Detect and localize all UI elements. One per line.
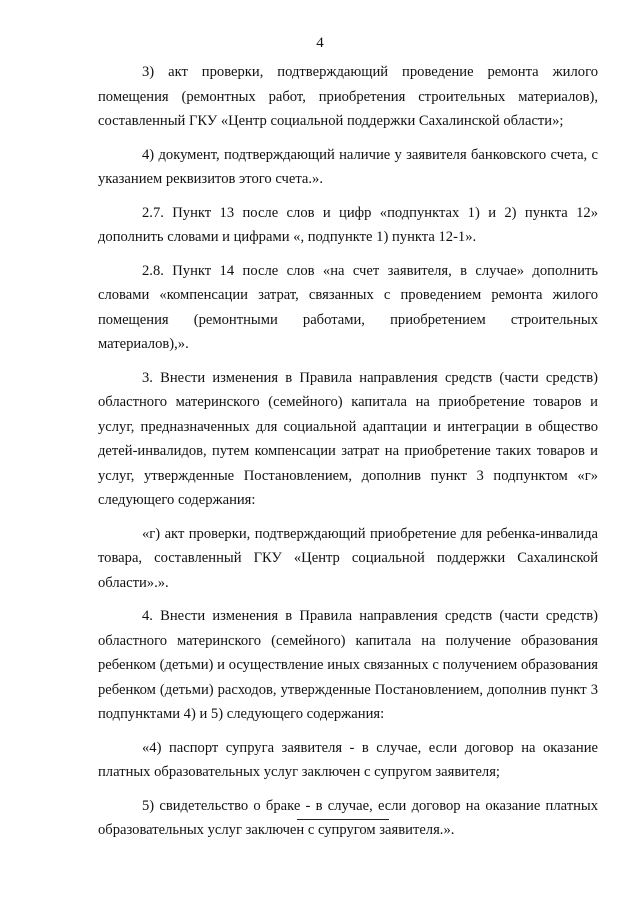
paragraph-2-7: 2.7. Пункт 13 после слов и цифр «подпунктах 1) и 2) пункта 12» дополнить словами и цифрами «, подпункте 1) пункта 12-1». [98, 204, 598, 245]
paragraph-subitem-5: 5) свидетельство о браке - в случае, если договор на оказание платных образовательных услуг заключен с супругом заявителя.». [98, 797, 598, 838]
paragraph-2-8: 2.8. Пункт 14 после слов «на счет заявителя, в случае» дополнить словами «компенсации затрат, связанных с проведением ремонта жилого помещения (ремонтными работами, приобретением строительных материалов),». [98, 262, 598, 352]
document-body [98, 60, 598, 843]
paragraph-section-4: 4. Внести изменения в Правила направления средств (части средств) областного материнского (семейного) капитала на получение образования ребенком (детьми) и осуществление иных связанных с получением образования ребенком (детьми) расходов, утвержденные Постановлением, дополнив пункт 3 подпунктами 4) и 5) следующего содержания: [98, 608, 598, 722]
paragraph-section-3: 3. Внести изменения в Правила направления средств (части средств) областного материнского (семейного) капитала на приобретение товаров и услуг, предназначенных для социальной адаптации и интеграции в общество детей-инвалидов, путем компенсации затрат на приобретение таких товаров и услуг, утвержденные Постановлением, дополнив пункт 3 подпунктом «г» следующего содержания: [98, 369, 598, 508]
end-of-text-rule [297, 819, 389, 820]
page-number: 4 [316, 35, 324, 51]
paragraph-subitem-4: «4) паспорт супруга заявителя - в случае, если договор на оказание платных образовательных услуг заключен с супругом заявителя; [98, 739, 598, 780]
paragraph-item-4: 4) документ, подтверждающий наличие у заявителя банковского счета, с указанием реквизитов этого счета.». [98, 146, 598, 187]
paragraph-subitem-g: «г) акт проверки, подтверждающий приобретение для ребенка-инвалида товара, составленный ГКУ «Центр социальной поддержки Сахалинской области».». [98, 525, 598, 591]
paragraph-item-3: 3) акт проверки, подтверждающий проведение ремонта жилого помещения (ремонтных работ, приобретения строительных материалов), составленный ГКУ «Центр социальной поддержки Сахалинской области»; [98, 64, 598, 129]
